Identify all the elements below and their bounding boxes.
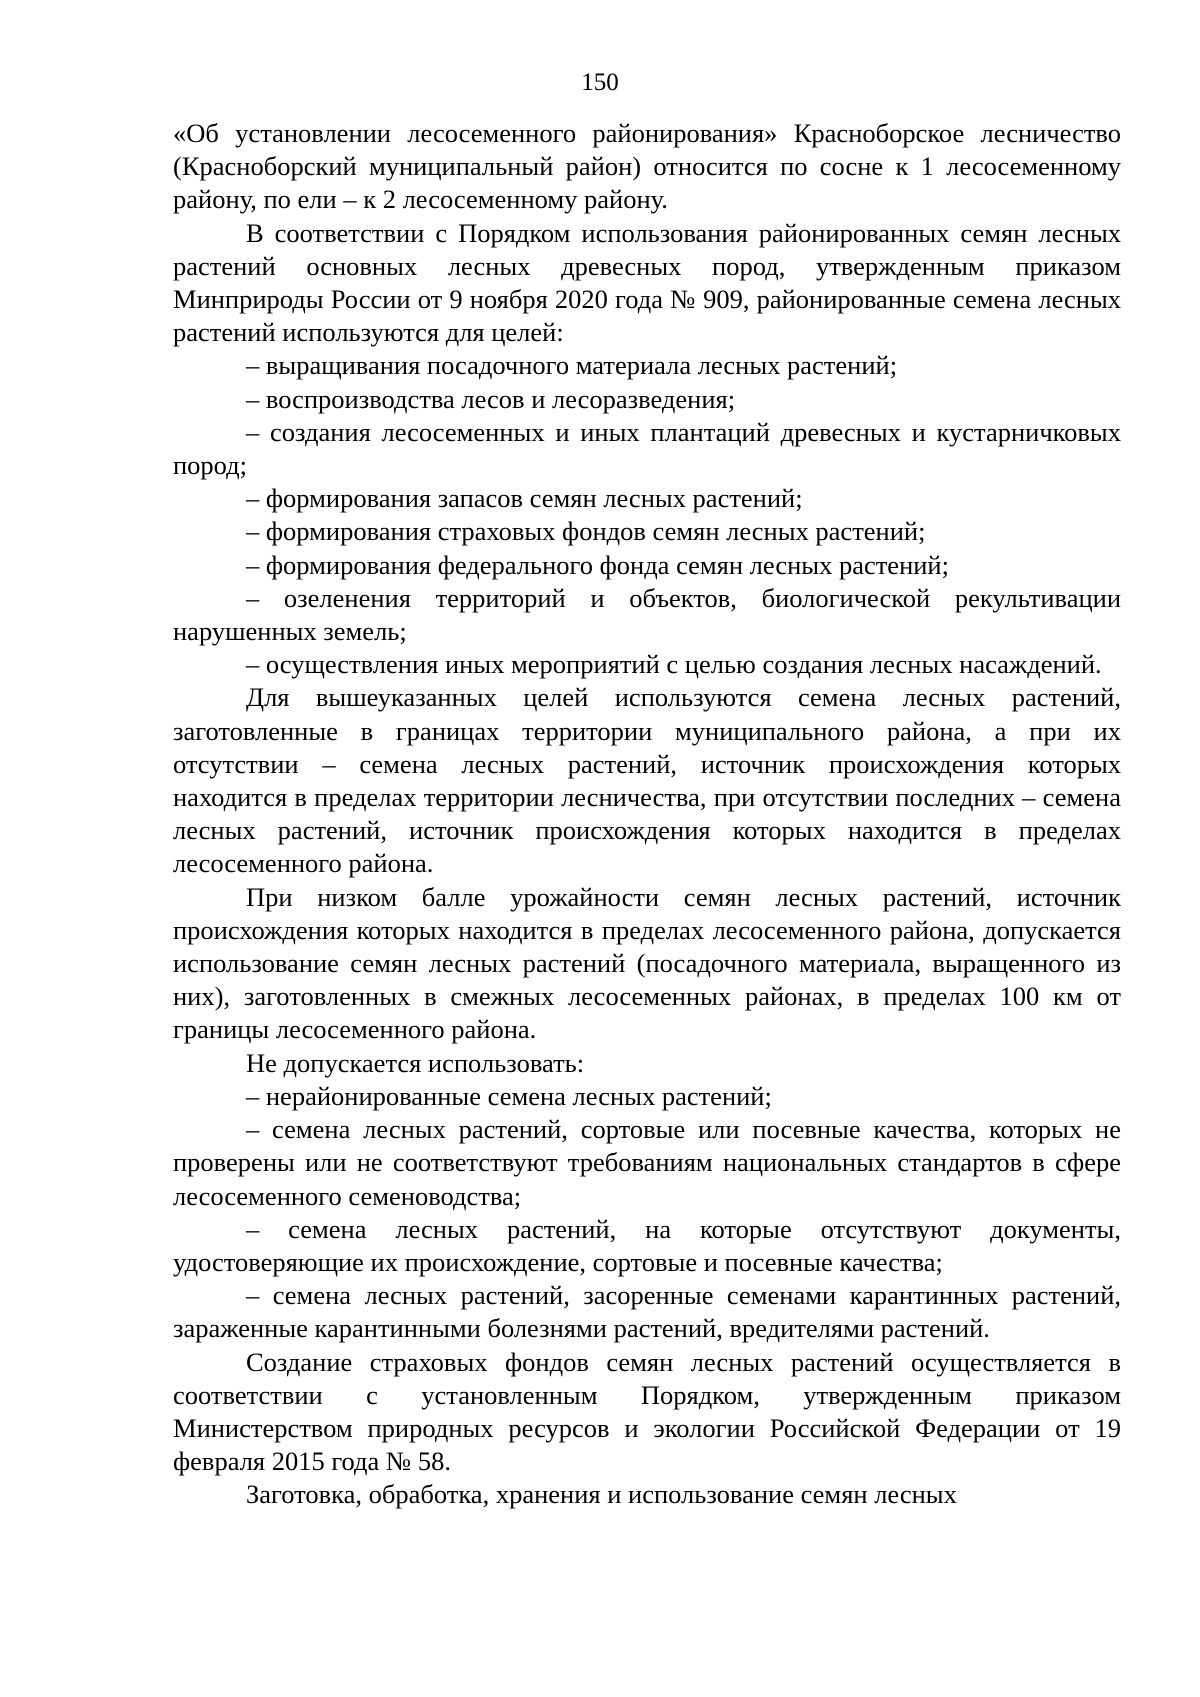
- document-body: [173, 117, 1121, 1512]
- list-item: – озеленения территорий и объектов, биологической рекультивации нарушенных земель;: [173, 582, 1121, 647]
- paragraph: Не допускается использовать:: [246, 1047, 585, 1078]
- page-number: 150: [581, 69, 619, 96]
- list-item: – семена лесных растений, засоренные семенами карантинных растений, зараженные карантинными болезнями растений, вредителями растений.: [173, 1280, 1121, 1344]
- paragraph: «Об установлении лесосеменного районирования» Красноборское лесничество (Красноборский муниципальный район) относится по сосне к 1 лесосеменному району, по ели – к 2 лесосеменному району.: [173, 118, 1121, 215]
- paragraph: Заготовка, обработка, хранения и использование семян лесных: [246, 1479, 957, 1510]
- list-item: – семена лесных растений, сортовые или посевные качества, которых не проверены или не соответствуют требованиям национальных стандартов в сфере лесосеменного семеноводства;: [173, 1114, 1121, 1211]
- list-item: – семена лесных растений, на которые отсутствуют документы, удостоверяющие их происхождение, сортовые и посевные качества;: [173, 1213, 1121, 1277]
- list-item: – формирования страховых фондов семян лесных растений;: [246, 516, 926, 547]
- list-item: – воспроизводства лесов и лесоразведения;: [246, 383, 736, 414]
- paragraph: Для вышеуказанных целей используются семена лесных растений, заготовленные в границах территории муниципального района, а при их отсутствии – семена лесных растений, источник происхождения которых находится в пределах территории лесничества, при отсутствии последних – семена лесных растений, источник происхождения которых находится в пределах лесосеменного района.: [173, 682, 1121, 879]
- list-item: – формирования запасов семян лесных растений;: [246, 483, 803, 514]
- list-item: – создания лесосеменных и иных плантаций древесных и кустарничковых пород;: [173, 416, 1121, 481]
- list-item: – нерайонированные семена лесных растений;: [246, 1080, 772, 1111]
- list-item: – выращивания посадочного материала лесных растений;: [246, 350, 898, 381]
- paragraph: Создание страховых фондов семян лесных растений осуществляется в соответствии с установленным Порядком, утвержденным приказом Министерством природных ресурсов и экологии Российской Федерации от 19 февраля 2015 года № 58.: [173, 1346, 1121, 1477]
- paragraph: В соответствии с Порядком использования районированных семян лесных растений основных лесных древесных пород, утвержденным приказом Минприроды России от 9 ноября 2020 года № 909, районированные семена лесных растений используются для целей:: [173, 217, 1121, 348]
- paragraph: При низком балле урожайности семян лесных растений, источник происхождения которых находится в пределах лесосеменного района, допускается использование семян лесных растений (посадочного материала, выращенного из них), заготовленных в смежных лесосеменных районах, в пределах 100 км от границы лесосеменного района.: [173, 881, 1121, 1045]
- list-item: – формирования федерального фонда семян лесных растений;: [246, 549, 949, 580]
- list-item: – осуществления иных мероприятий с целью создания лесных насаждений.: [246, 649, 1102, 680]
